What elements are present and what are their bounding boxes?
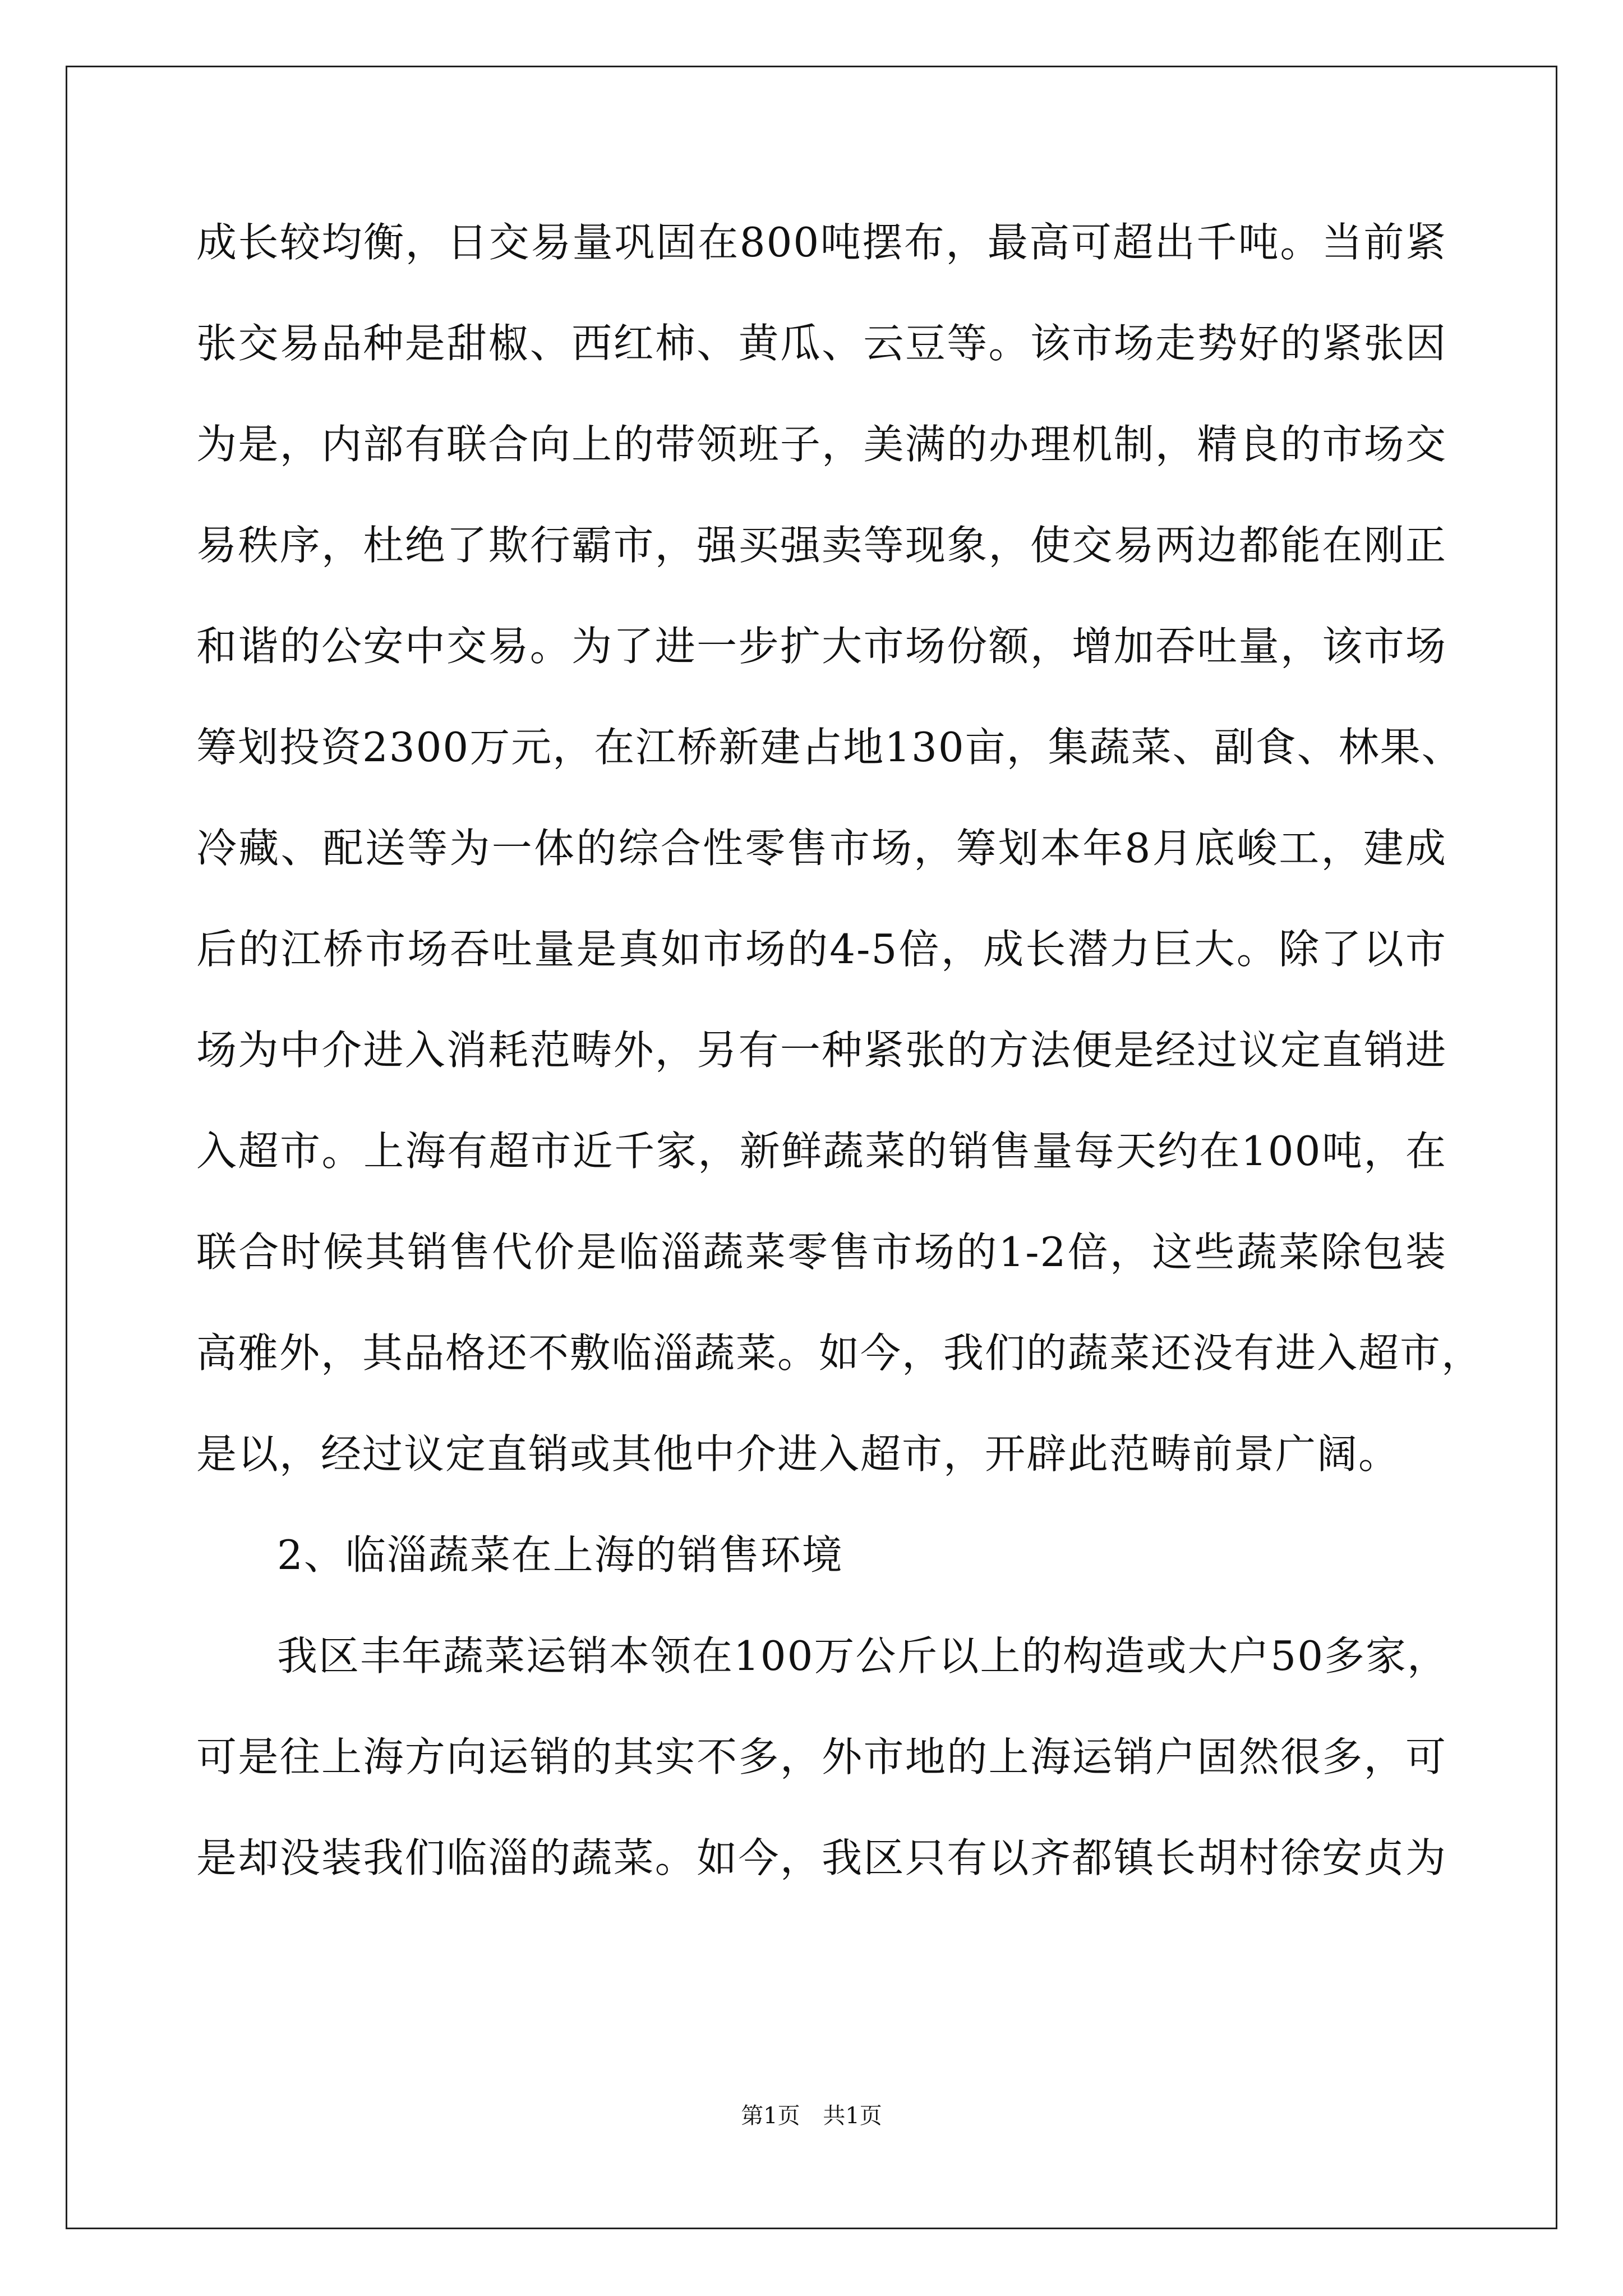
paragraph-line: 和谐的公安中交易。为了进一步扩大市场份额，增加吞吐量，该市场 <box>196 623 1447 670</box>
paragraph-line: 是以，经过议定直销或其他中介进入超市，开辟此范畴前景广阔。 <box>196 1430 1400 1478</box>
paragraph-line: 张交易品种是甜椒、西红柿、黄瓜、云豆等。该市场走势好的紧张因 <box>196 320 1447 367</box>
paragraph-line: 易秩序，杜绝了欺行霸市，强买强卖等现象，使交易两边都能在刚正 <box>196 522 1447 569</box>
paragraph-line: 我区丰年蔬菜运销本领在100万公斤以上的构造或大户50多家， <box>277 1632 1449 1680</box>
paragraph-line: 入超市。上海有超市近千家，新鲜蔬菜的销售量每天约在100吨，在 <box>196 1128 1447 1175</box>
paragraph-line: 高雅外，其品格还不敷临淄蔬菜。如今，我们的蔬菜还没有进入超市， <box>196 1329 1483 1377</box>
paragraph-line: 冷藏、配送等为一体的综合性零售市场，筹划本年8月底峻工，建成 <box>196 825 1447 872</box>
paragraph-line: 为是，内部有联合向上的带领班子，美满的办理机制，精良的市场交 <box>196 421 1447 468</box>
page-footer <box>0 2101 1623 2131</box>
paragraph-line: 成长较均衡，日交易量巩固在800吨摆布，最高可超出千吨。当前紧 <box>196 219 1447 266</box>
page-number-total: 共1页 <box>823 2103 882 2129</box>
paragraph-line: 后的江桥市场吞吐量是真如市场的4-5倍，成长潜力巨大。除了以市 <box>196 926 1447 973</box>
document-body <box>196 216 1483 1932</box>
paragraph-line: 可是往上海方向运销的其实不多，外市地的上海运销户固然很多，可 <box>196 1733 1447 1780</box>
paragraph-line: 是却没装我们临淄的蔬菜。如今，我区只有以齐都镇长胡村徐安贞为 <box>196 1834 1447 1881</box>
section-heading: 2、临淄蔬菜在上海的销售环境 <box>277 1531 843 1579</box>
page-number-current: 第1页 <box>741 2103 800 2129</box>
paragraph-line: 筹划投资2300万元，在江桥新建占地130亩，集蔬菜、副食、林果、 <box>196 724 1463 771</box>
paragraph-line: 联合时候其销售代价是临淄蔬菜零售市场的1-2倍，这些蔬菜除包装 <box>196 1228 1447 1276</box>
paragraph-line: 场为中介进入消耗范畴外，另有一种紧张的方法便是经过议定直销进 <box>196 1027 1447 1074</box>
